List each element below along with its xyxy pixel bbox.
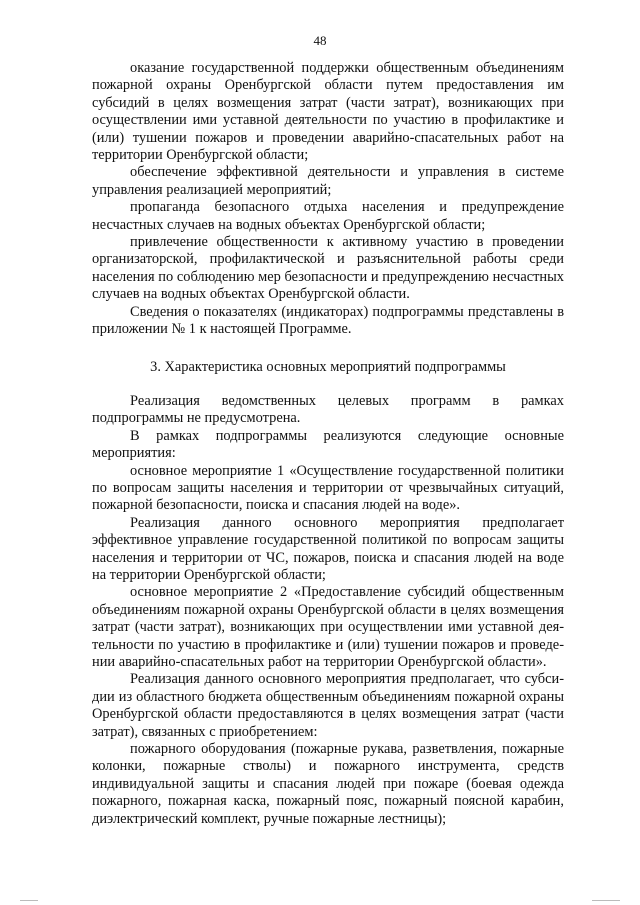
paragraph: основное мероприятие 1 «Осуществление государственной политики по вопросам защиты населения и территории от чрезвычайных ситуаций, пожарной безопасности, поиска и спасания людей на воде».	[92, 462, 564, 514]
paragraph: Реализация данного основного мероприятия предполагает, что субсидии из областного бюджета общественным объединениям пожарной охраны Оренбургской области предоставляются в целях возмещения затрат (части затрат), связанных с приобретением:	[92, 671, 564, 740]
paragraph: Сведения о показателях (индикаторах) подпрограммы представлены в приложении № 1 к настоящей Программе.	[92, 303, 564, 338]
document-body	[92, 60, 564, 828]
paragraph: Реализация данного основного мероприятия предполагает эффективное управление государственной политикой по вопросам защиты населения и территории от ЧС, пожаров, поиска и спасания людей на воде на территории Оренбургской области;	[92, 514, 564, 583]
paragraph: пропаганда безопасного отдыха населения и предупреждение несчастных случаев на водных объектах Оренбургской области;	[92, 199, 564, 233]
paragraph: привлечение общественности к активному участию в проведении организаторской, профилактической и разъяснительной работы среди населения по соблюдению мер безопасности и предупреждению несчастных случаев на водных объектах Оренбургской области.	[92, 234, 564, 303]
paragraph: Реализация ведомственных целевых программ в рамках подпрограммы не предусмотрена.	[92, 392, 564, 427]
page-number: 48	[313, 33, 327, 48]
scan-edge-mark	[20, 900, 38, 901]
section-heading: 3. Характеристика основных мероприятий подпрограммы	[150, 358, 506, 375]
paragraph: основное мероприятие 2 «Предоставление субсидий общественным объединениям пожарной охраны Оренбургской области в целях возмещения затрат (части затрат), возникающих при осуществлении ими уставной деятельности по участию в профилактике и (или) тушении пожаров и проведении аварийно-спасательных работ на территории Оренбургской области».	[92, 584, 564, 670]
paragraph: пожарного оборудования (пожарные рукава, разветвления, пожарные колонки, пожарные стволы) и пожарного инструмента, средств индивидуальной защиты и спасания людей при пожаре (боевая одежда пожарного, пожарная каска, пожарный пояс, пожарный поясной карабин, диэлектрический комплект, ручные пожарные лестницы);	[92, 741, 564, 827]
paragraph: В рамках подпрограммы реализуются следующие основные мероприятия:	[92, 427, 564, 462]
paragraph: оказание государственной поддержки общественным объединениям пожарной охраны Оренбургской области путем предоставления им субсидий в целях возмещения затрат (части затрат), возникающих при осуществлении ими уставной деятельности по участию в профилактике и (или) тушении пожаров и проведении аварийно-спасательных работ на территории Оренбургской области;	[92, 60, 564, 164]
paragraph: обеспечение эффективной деятельности и управления в системе управления реализацией мероприятий;	[92, 164, 564, 198]
scan-edge-mark	[592, 900, 620, 901]
